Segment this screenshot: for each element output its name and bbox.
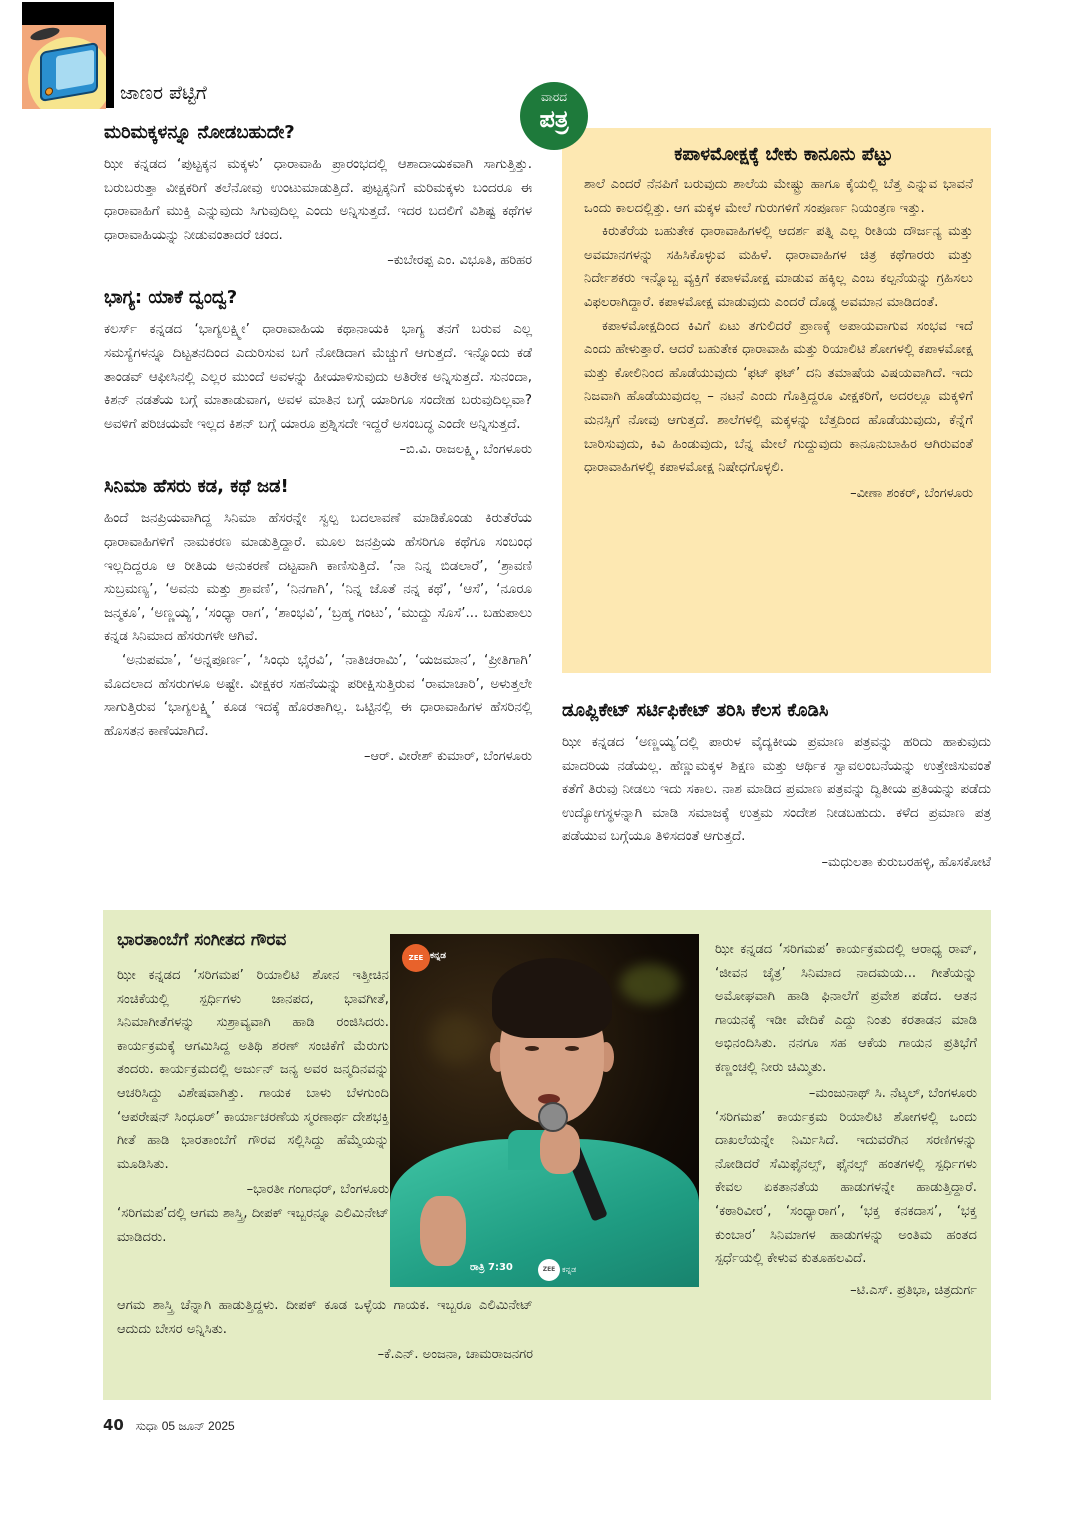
music-paragraph: ಝೀ ಕನ್ನಡದ ‘ಸರಿಗಮಪ’ ರಿಯಾಲಿಟಿ ಶೋನ ಇತ್ತೀಚಿನ ಸಂಚಿಕೆಯಲ್ಲಿ ಸ್ಪರ್ಧಿಗಳು ಜಾನಪದ, ಭಾವಗೀತೆ, ಸಿನಿಮಾಗೀತೆಗಳನ್ನು ಸುಶ್ರಾವ್ಯವಾಗಿ ಹಾಡಿ ರಂಜಿಸಿದರು. ಕಾರ್ಯಕ್ರಮಕ್ಕೆ ಆಗಮಿಸಿದ್ದ ಅತಿಥಿ ಶರಣ್ ಸಂಚಿಕೆಗೆ ಮೆರುಗು ತಂದರು. ಕಾರ್ಯಕ್ರಮದಲ್ಲಿ ಅರ್ಜುನ್ ಜನ್ಯ ಅವರ ಜನ್ಮದಿನವನ್ನು ಆಚರಿಸಿದ್ದು ವಿಶೇಷವಾಗಿತ್ತು. ಗಾಯಕ ಬಾಳು ಬೆಳಗುಂದಿ ‘ಆಪರೇಷನ್ ಸಿಂಧೂರ್’ ಕಾರ್ಯಾಚರಣೆಯ ಸ್ಮರಣಾರ್ಥ ದೇಶಭಕ್ತಿ ಗೀತೆ ಹಾಡಿ ಭಾರತಾಂಬೆಗೆ ಗೌರವ ಸಲ್ಲಿಸಿದ್ದು ಹೆಮ್ಮೆಯನ್ನು ಮೂಡಿಸಿತು. (117, 968, 389, 1172)
microphone-icon (538, 1102, 568, 1132)
featured-paragraph: ಕಿರುತೆರೆಯ ಬಹುತೇಕ ಧಾರಾವಾಹಿಗಳಲ್ಲಿ ಆದರ್ಶ ಪತ್ನಿ ಎಲ್ಲ ರೀತಿಯ ದೌರ್ಜನ್ಯ ಮತ್ತು ಅವಮಾನಗಳನ್ನು ಸಹಿಸಿಕೊಳ್ಳುವ ಮಹಿಳೆ. ಧಾರಾವಾಹಿಗಳ ಚಿತ್ರ ಕಥೆಗಾರರು ಮತ್ತು ನಿರ್ದೇಶಕರು ಇನ್ನೊಬ್ಬ ವ್ಯಕ್ತಿಗೆ ಕಪಾಳಮೋಕ್ಷ ಮಾಡುವ ಹಕ್ಕಿಲ್ಲ ಎಂಬ ಕಲ್ಪನೆಯನ್ನು ಗ್ರಹಿಸಲು ವಿಫಲರಾಗಿದ್ದಾರೆ. ಕಪಾಳಮೋಕ್ಷ ಮಾಡುವುದು ಎಂದರೆ ದೊಡ್ಡ ಅವಮಾನ ಮಾಡಿದಂತೆ. (584, 224, 973, 310)
channel-name: ಕನ್ನಡ (430, 951, 447, 961)
music-paragraph: ‘ಸರಿಗಮಪ’ದಲ್ಲಿ ಆಗಮ ಶಾಸ್ತ್ರಿ, ದೀಪಕ್ ಇಬ್ಬರನ್ನೂ ಎಲಿಮಿನೇಟ್ ಮಾಡಿದರು. (117, 1206, 389, 1245)
letter-article (104, 122, 532, 273)
article-title: ಭಾಗ್ಯ: ಯಾಕೆ ದ್ವಂದ್ವ? (104, 287, 238, 309)
featured-title: ಕಪಾಳಮೋಕ್ಷಕ್ಕೆ ಬೇಕು ಕಾನೂನು ಪೆಟ್ಟು (674, 144, 893, 165)
music-byline: –ಟಿ.ಎಸ್. ಪ್ರತಿಭಾ, ಚಿತ್ರದುರ್ಗ (850, 1282, 977, 1298)
badge-line1: ವಾರದ (540, 90, 568, 104)
show-timing: ರಾತ್ರಿ 7:30 (470, 1262, 513, 1273)
article-paragraph: ಝೀ ಕನ್ನಡದ ‘ಅಣ್ಣಯ್ಯ’ದಲ್ಲಿ ಪಾರುಳ ವೈದ್ಯಕೀಯ ಪ್ರಮಾಣ ಪತ್ರವನ್ನು ಹರಿದು ಹಾಕುವುದು ಮಾದರಿಯ ನಡೆಯಲ್ಲ. ಹೆಣ್ಣುಮಕ್ಕಳ ಶಿಕ್ಷಣ ಮತ್ತು ಆರ್ಥಿಕ ಸ್ವಾವಲಂಬನೆಯನ್ನು ಉತ್ತೇಜಿಸುವಂತೆ ಕತೆಗೆ ತಿರುವು ನೀಡಲು ಇದು ಸಕಾಲ. ನಾಶ ಮಾಡಿದ ಪ್ರಮಾಣ ಪತ್ರವನ್ನು ದ್ವಿತೀಯ ಪ್ರತಿಯನ್ನು ಪಡೆದು ಉದ್ಯೋಗಸ್ಥಳನ್ನಾಗಿ ಮಾಡಿ ಸಮಾಜಕ್ಕೆ ಉತ್ತಮ ಸಂದೇಶ ನೀಡಬಹುದು. ಕಳೆದ ಪ್ರಮಾಣ ಪತ್ರ ಪಡೆಯುವ ಬಗ್ಗೆಯೂ ತಿಳಿಸದಂತೆ ಆಗುತ್ತದೆ. (562, 735, 991, 845)
music-paragraph: ‘ಸರಿಗಮಪ’ ಕಾರ್ಯಕ್ರಮ ರಿಯಾಲಿಟಿ ಶೋಗಳಲ್ಲಿ ಒಂದು ದಾಖಲೆಯನ್ನೇ ನಿರ್ಮಿಸಿದೆ. ಇದುವರೆಗಿನ ಸರಣಿಗಳನ್ನು ನೋಡಿದರೆ ಸೆಮಿಫೈನಲ್ಸ್, ಫೈನಲ್ಸ್ ಹಂತಗಳಲ್ಲಿ ಸ್ಪರ್ಧಿಗಳು ಕೇವಲ ಏಕತಾನತೆಯ ಹಾಡುಗಳನ್ನೇ ಹಾಡುತ್ತಿದ್ದಾರೆ. ‘ಕಠಾರಿವೀರ’, ‘ಸಂಧ್ಯಾರಾಗ’, ‘ಭಕ್ತ ಕನಕದಾಸ’, ‘ಭಕ್ತ ಕುಂಬಾರ’ ಸಿನಿಮಾಗಳ ಹಾಡುಗಳನ್ನು ಅಂತಿಮ ಹಂತದ ಸ್ಪರ್ಧೆಯಲ್ಲಿ ಕೇಳುವ ಕುತೂಹಲವಿದೆ. (715, 1109, 977, 1267)
article-paragraph: ಕಲರ್ಸ್ ಕನ್ನಡದ ‘ಭಾಗ್ಯಲಕ್ಷ್ಮೀ’ ಧಾರಾವಾಹಿಯ ಕಥಾನಾಯಕಿ ಭಾಗ್ಯ ತನಗೆ ಬರುವ ಎಲ್ಲ ಸಮಸ್ಯೆಗಳನ್ನೂ ದಿಟ್ಟತನದಿಂದ ಎದುರಿಸುವ ಬಗೆ ನೋಡಿದಾಗ ಮೆಚ್ಚುಗೆ ಆಗುತ್ತದೆ. ಇನ್ನೊಂದು ಕಡೆ ತಾಂಡವ್ ಆಫೀಸಿನಲ್ಲಿ ಎಲ್ಲರ ಮುಂದೆ ಅವಳನ್ನು ಹೀಯಾಳಿಸುವುದು ಅತಿರೇಕ ಅನ್ನಿಸುತ್ತದೆ. ಸುನಂದಾ, ಕಿಶನ್ ನಡತೆಯ ಬಗ್ಗೆ ಮಾತಾಡುವಾಗ, ಅವಳ ಮಾತಿನ ಬಗ್ಗೆ ಯಾರಿಗೂ ಸಂದೇಹ ಬರುವುದಿಲ್ಲವಾ? ಅವಳಿಗೆ ಪರಿಚಯವೇ ಇಲ್ಲದ ಕಿಶನ್ ಬಗ್ಗೆ ಯಾರೂ ಪ್ರಶ್ನಿಸದೇ ಇದ್ದರೆ ಅಸಂಬದ್ಧ ಎಂದೇ ಅನ್ನಿಸುತ್ತದೆ. (104, 322, 532, 432)
section-label: ಜಾಣರ ಪೆಟ್ಟಿಗೆ (120, 82, 207, 104)
singer-photo (390, 934, 699, 1287)
tv-icon (22, 25, 106, 109)
article-byline: –ಮಧುಲತಾ ಕುರುಬರಹಳ್ಳಿ, ಹೊಸಕೋಟೆ (821, 854, 991, 870)
music-box (103, 910, 991, 1400)
music-byline: –ಭಾರತೀ ಗಂಗಾಧರ್, ಬೆಂಗಳೂರು (246, 1182, 389, 1198)
featured-letter-box (562, 128, 991, 673)
page-footer (103, 1416, 235, 1434)
music-paragraph: ಆಗಮ ಶಾಸ್ತ್ರಿ ಚೆನ್ನಾಗಿ ಹಾಡುತ್ತಿದ್ದಳು. ದೀಪಕ್ ಕೂಡ ಒಳ್ಳೆಯ ಗಾಯಕ. ಇಬ್ಬರೂ ಎಲಿಮಿನೇಟ್ ಆದುದು ಬೇಸರ ಅನ್ನಿಸಿತು. (117, 1298, 533, 1337)
weekly-letter-badge (520, 82, 588, 150)
article-paragraph: ‘ಅನುಪಮಾ’, ‘ಅನ್ನಪೂರ್ಣ’, ‘ಸಿಂಧು ಭೈರವಿ’, ‘ನಾತಿಚರಾಮಿ’, ‘ಯಜಮಾನ’, ‘ಪ್ರೀತಿಗಾಗಿ’ ಮೊದಲಾದ ಹೆಸರುಗಳೂ ಅಷ್ಟೇ. ವೀಕ್ಷಕರ ಸಹನೆಯನ್ನು ಪರೀಕ್ಷಿಸುತ್ತಿರುವ ‘ರಾಮಾಚಾರಿ’, ಅಳುತ್ತಲೇ ಸಾಗುತ್ತಿರುವ ‘ಭಾಗ್ಯಲಕ್ಷ್ಮಿ’ ಕೂಡ ಇದಕ್ಕೆ ಹೊರತಾಗಿಲ್ಲ. ಒಟ್ಟಿನಲ್ಲಿ ಈ ಧಾರಾವಾಹಿಗಳ ಹೆಸರಿನಲ್ಲಿ ಹೊಸತನ ಕಾಣೆಯಾಗಿದೆ. (104, 652, 532, 739)
article-byline: –ಆರ್. ವೀರೇಶ್ ಕುಮಾರ್, ಬೆಂಗಳೂರು (363, 749, 532, 765)
zee-logo-small-icon: ZEE (538, 1259, 560, 1281)
page-number: 40 (103, 1416, 124, 1434)
article-paragraph: ಹಿಂದೆ ಜನಪ್ರಿಯವಾಗಿದ್ದ ಸಿನಿಮಾ ಹೆಸರನ್ನೇ ಸ್ವಲ್ಪ ಬದಲಾವಣೆ ಮಾಡಿಕೊಂಡು ಕಿರುತೆರೆಯ ಧಾರಾವಾಹಿಗಳಿಗೆ ನಾಮಕರಣ ಮಾಡುತ್ತಿದ್ದಾರೆ. ಮೂಲ ಜನಪ್ರಿಯ ಹೆಸರಿಗೂ ಕಥೆಗೂ ಸಂಬಂಧ ಇಲ್ಲದಿದ್ದರೂ ಆ ರೀತಿಯ ಅನುಕರಣೆ ದಟ್ಟವಾಗಿ ಕಾಣಿಸುತ್ತಿದೆ. ‘ನಾ ನಿನ್ನ ಬಿಡಲಾರೆ’, ‘ಶ್ರಾವಣಿ ಸುಬ್ರಮಣ್ಯ’, ‘ಅವನು ಮತ್ತು ಶ್ರಾವಣಿ’, ‘ನಿನಗಾಗಿ’, ‘ನಿನ್ನ ಜೊತೆ ನನ್ನ ಕಥೆ’, ‘ಆಸೆ’, ‘ನೂರೂ ಜನ್ಮಕೂ’, ‘ಅಣ್ಣಯ್ಯ’, ‘ಸಂಧ್ಯಾ ರಾಗ’, ‘ಶಾಂಭವಿ’, ‘ಬ್ರಹ್ಮ ಗಂಟು’, ‘ಮುದ್ದು ಸೊಸೆ’... ಬಹುಪಾಲು ಕನ್ನಡ ಸಿನಿಮಾದ ಹೆಸರುಗಳೇ ಆಗಿವೆ. (104, 511, 532, 645)
issue-date: 05 ಜೂನ್ 2025 (161, 1419, 235, 1433)
letter-article (104, 287, 532, 462)
channel-name-small: ಕನ್ನಡ (562, 1265, 577, 1274)
music-byline: –ಮಂಜುನಾಥ್ ಸಿ. ನೆಟ್ಕಲ್, ಬೆಂಗಳೂರು (808, 1085, 977, 1101)
letter-article (104, 476, 532, 769)
right-article (562, 700, 991, 875)
article-byline: –ಕುಬೇರಪ್ಪ ಎಂ. ವಿಭೂತಿ, ಹರಿಹರ (387, 253, 532, 269)
article-title: ಸಿನಿಮಾ ಹೆಸರು ಕಡ, ಕಥೆ ಜಡ! (104, 476, 289, 498)
music-byline: –ಕೆ.ಎನ್. ಅಂಜನಾ, ಚಾಮರಾಜನಗರ (377, 1347, 533, 1363)
article-paragraph: ಝೀ ಕನ್ನಡದ ‘ಪುಟ್ಟಕ್ಕನ ಮಕ್ಕಳು’ ಧಾರಾವಾಹಿ ಪ್ರಾರಂಭದಲ್ಲಿ ಆಶಾದಾಯಕವಾಗಿ ಸಾಗುತ್ತಿತ್ತು. ಬರುಬರುತ್ತಾ ವೀಕ್ಷಕರಿಗೆ ತಲೆನೋವು ಉಂಟುಮಾಡುತ್ತಿದೆ. ಪುಟ್ಟಕ್ಕನಿಗೆ ಮರಿಮಕ್ಕಳು ಬಂದರೂ ಈ ಧಾರಾವಾಹಿಗೆ ಮುಕ್ತಿ ಎನ್ನುವುದು ಸಿಗುವುದಿಲ್ಲ ಎಂದು ಅನ್ನಿಸುತ್ತದೆ. ಇದರ ಬದಲಿಗೆ ವಿಶಿಷ್ಟ ಕಥೆಗಳ ಧಾರಾವಾಹಿಯನ್ನು ನೀಡುವಂತಾದರೆ ಚಂದ. (104, 157, 532, 243)
featured-paragraph: ಶಾಲೆ ಎಂದರೆ ನೆನಪಿಗೆ ಬರುವುದು ಶಾಲೆಯ ಮೇಷ್ಟ್ರು ಹಾಗೂ ಕೈಯಲ್ಲಿ ಬೆತ್ತ ಎನ್ನುವ ಭಾವನೆ ಒಂದು ಕಾಲದಲ್ಲಿತ್ತು. ಆಗ ಮಕ್ಕಳ ಮೇಲೆ ಗುರುಗಳಿಗೆ ಸಂಪೂರ್ಣ ನಿಯಂತ್ರಣ ಇತ್ತು. (584, 177, 973, 216)
featured-paragraph: ಕಪಾಳಮೋಕ್ಷದಿಂದ ಕಿವಿಗೆ ಏಟು ತಗುಲಿದರೆ ಪ್ರಾಣಕ್ಕೆ ಅಪಾಯವಾಗುವ ಸಂಭವ ಇದೆ ಎಂದು ಹೇಳುತ್ತಾರೆ. ಆದರೆ ಬಹುತೇಕ ಧಾರಾವಾಹಿ ಮತ್ತು ರಿಯಾಲಿಟಿ ಶೋಗಳಲ್ಲಿ ಕಪಾಳಮೋಕ್ಷ ಮತ್ತು ಕೋಲಿನಿಂದ ಹೊಡೆಯುವುದು ‘ಫಟ್ ಫಟ್’ ದನಿ ತಮಾಷೆಯ ವಿಷಯವಾಗಿದೆ. ಇದು ನಿಜವಾಗಿ ಹೊಡೆಯುವುದಲ್ಲ – ನಟನೆ ಎಂದು ಗೊತ್ತಿದ್ದರೂ ವೀಕ್ಷಕರಿಗೆ, ಅದರಲ್ಲೂ ಮಕ್ಕಳಿಗೆ ಮನಸ್ಸಿಗೆ ನೋವು ಆಗುತ್ತದೆ. ಶಾಲೆಗಳಲ್ಲಿ ಮಕ್ಕಳನ್ನು ಬೆತ್ತದಿಂದ ಹೊಡೆಯುವುದು, ಕೆನ್ನೆಗೆ ಬಾರಿಸುವುದು, ಕಿವಿ ಹಿಂಡುವುದು, ಬೆನ್ನ ಮೇಲೆ ಗುದ್ದುವುದು ಕಾನೂನುಬಾಹಿರ ಆಗಿರುವಂತೆ ಧಾರಾವಾಹಿಗಳಲ್ಲಿ ಕಪಾಳಮೋಕ್ಷ ನಿಷೇಧಗೊಳ್ಳಲಿ. (584, 318, 973, 476)
article-title: ಡೂಪ್ಲಿಕೇಟ್ ಸರ್ಟಿಫಿಕೇಟ್ ತರಿಸಿ ಕೆಲಸ ಕೊಡಿಸಿ (562, 700, 829, 721)
article-byline: –ಬಿ.ವಿ. ರಾಜಲಕ್ಷ್ಮಿ, ಬೆಂಗಳೂರು (399, 442, 532, 458)
music-paragraph: ಝೀ ಕನ್ನಡದ ‘ಸರಿಗಮಪ’ ಕಾರ್ಯಕ್ರಮದಲ್ಲಿ ಆರಾಧ್ಯ ರಾವ್, ‘ಜೀವನ ಚೈತ್ರ’ ಸಿನಿಮಾದ ನಾದಮಯ... ಗೀತೆಯನ್ನು ಅಮೋಘವಾಗಿ ಹಾಡಿ ಫಿನಾಲೆಗೆ ಪ್ರವೇಶ ಪಡೆದ. ಆತನ ಗಾಯನಕ್ಕೆ ಇಡೀ ವೇದಿಕೆ ಎದ್ದು ನಿಂತು ಕರತಾಡನ ಮಾಡಿ ಅಭಿನಂದಿಸಿತು. ನನಗೂ ಸಹ ಆಕೆಯ ಗಾಯನ ಪ್ರತಿಭೆಗೆ ಕಣ್ಣಂಚಲ್ಲಿ ನೀರು ಚಿಮ್ಮಿತು. (715, 942, 977, 1075)
left-column (104, 122, 532, 783)
featured-byline: –ವೀಣಾ ಶಂಕರ್, ಬೆಂಗಳೂರು (850, 485, 973, 501)
zee-logo-icon: ZEE (402, 944, 430, 972)
magazine-name: ಸುಧಾ (135, 1419, 158, 1433)
article-title: ಮರಿಮಕ್ಕಳನ್ನೂ ನೋಡಬಹುದೇ? (104, 122, 295, 143)
music-box-title: ಭಾರತಾಂಬೆಗೆ ಸಂಗೀತದ ಗೌರವ (117, 930, 287, 950)
badge-line2: ಪತ್ರ (539, 105, 569, 133)
